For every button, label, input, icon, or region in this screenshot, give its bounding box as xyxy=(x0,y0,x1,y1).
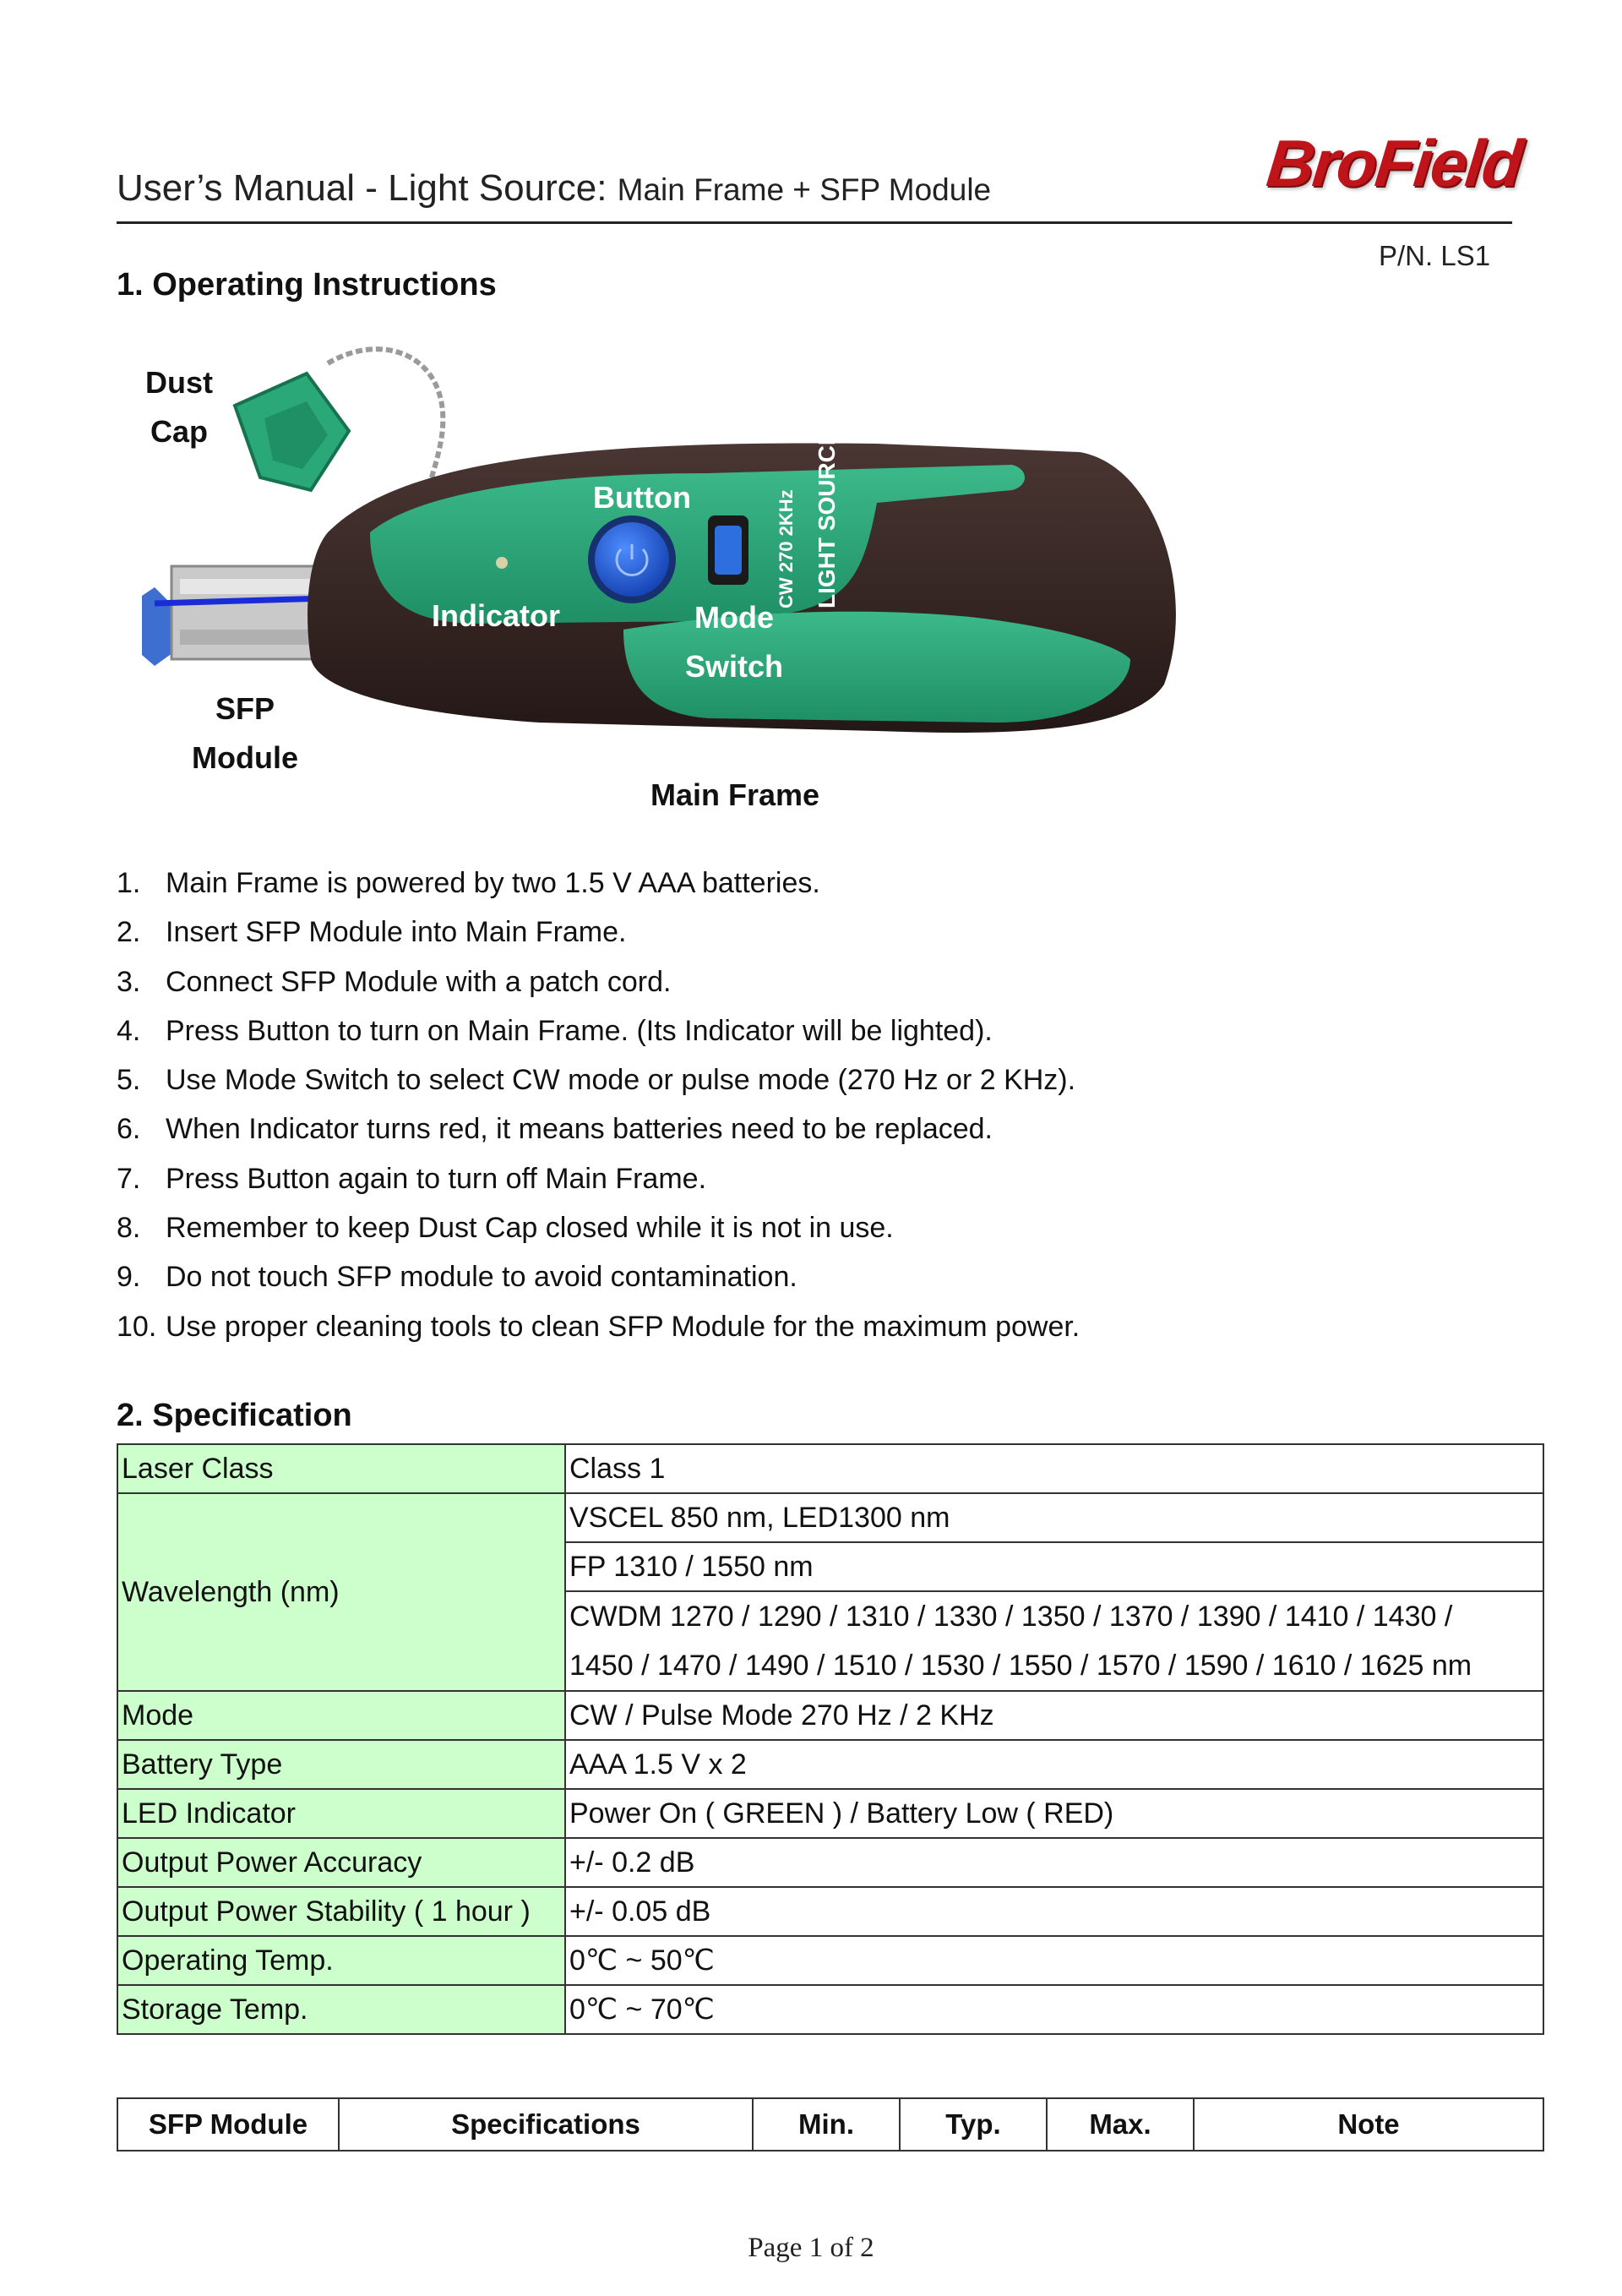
table-row xyxy=(117,1444,1543,1493)
sfp-spec-table xyxy=(117,2097,1544,2151)
list-item: 2. Insert SFP Module into Main Frame. xyxy=(117,916,627,949)
document-title xyxy=(117,167,991,210)
spec-value: Power On ( GREEN ) / Battery Low ( RED) xyxy=(565,1789,1543,1838)
label-sfp-module-line2: Module xyxy=(192,740,298,775)
list-item: 7. Press Button again to turn off Main Frame. xyxy=(117,1162,707,1195)
table-row xyxy=(117,1936,1543,1985)
column-header: Note xyxy=(1194,2098,1543,2151)
label-button: Button xyxy=(593,480,691,515)
label-sfp-module-line1: SFP xyxy=(215,691,275,726)
spec-key: Output Power Accuracy xyxy=(117,1838,565,1887)
label-indicator: Indicator xyxy=(431,598,560,633)
title-sub: Main Frame + SFP Module xyxy=(617,172,992,207)
device-mode-print: CW 270 2KHz xyxy=(776,489,797,608)
spec-value: +/- 0.05 dB xyxy=(565,1887,1543,1936)
column-header: Specifications xyxy=(339,2098,753,2151)
spec-key: Storage Temp. xyxy=(117,1985,565,2034)
column-header: Max. xyxy=(1047,2098,1194,2151)
spec-key: Battery Type xyxy=(117,1740,565,1789)
device-brand-print: LIGHT SOURCE xyxy=(814,429,840,608)
spec-key: Wavelength (nm) xyxy=(117,1493,565,1691)
section-heading-operating: 1. Operating Instructions xyxy=(117,267,497,303)
label-mode-switch-line2: Switch xyxy=(684,649,783,684)
list-item: 9. Do not touch SFP module to avoid contamination. xyxy=(117,1261,797,1294)
column-header: SFP Module xyxy=(117,2098,339,2151)
label-sfp-module xyxy=(169,684,321,783)
spec-value: Class 1 xyxy=(565,1444,1543,1493)
cwdm-line-2: 1450 / 1470 / 1490 / 1510 / 1530 / 1550 / 1570 / 1590 / 1610 / 1625 nm xyxy=(569,1650,1472,1682)
list-item: 10. Use proper cleaning tools to clean SFP Module for the maximum power. xyxy=(117,1310,1080,1343)
label-dust-cap xyxy=(127,358,231,456)
spec-value: FP 1310 / 1550 nm xyxy=(565,1542,1543,1591)
label-main-frame: Main Frame xyxy=(650,777,820,812)
column-header: Min. xyxy=(753,2098,900,2151)
label-dust-cap-line2: Cap xyxy=(150,414,208,449)
list-item: 8. Remember to keep Dust Cap closed while it is not in use. xyxy=(117,1212,894,1245)
spec-value: 0℃ ~ 50℃ xyxy=(565,1936,1543,1985)
label-mode-switch xyxy=(671,593,797,691)
indicator-led xyxy=(496,557,508,569)
spec-value: AAA 1.5 V x 2 xyxy=(565,1740,1543,1789)
cwdm-line-1: CWDM 1270 / 1290 / 1310 / 1330 / 1350 / 1370 / 1390 / 1410 / 1430 / xyxy=(569,1601,1453,1633)
table-row xyxy=(117,1740,1543,1789)
list-item: 4. Press Button to turn on Main Frame. (Its Indicator will be lighted). xyxy=(117,1014,993,1047)
brand-logo: BroField xyxy=(1263,126,1526,200)
spec-key: Laser Class xyxy=(117,1444,565,1493)
table-row xyxy=(117,1493,1543,1542)
spec-value: CW / Pulse Mode 270 Hz / 2 KHz xyxy=(565,1691,1543,1740)
column-header: Typ. xyxy=(900,2098,1047,2151)
spec-table xyxy=(117,1443,1544,2035)
list-item: 1. Main Frame is powered by two 1.5 V AAA batteries. xyxy=(117,867,820,899)
table-row xyxy=(117,1985,1543,2034)
spec-value: 0℃ ~ 70℃ xyxy=(565,1985,1543,2034)
spec-key: LED Indicator xyxy=(117,1789,565,1838)
chain xyxy=(328,349,443,486)
list-item: 3. Connect SFP Module with a patch cord. xyxy=(117,965,672,998)
list-item: 6. When Indicator turns red, it means batteries need to be replaced. xyxy=(117,1113,993,1146)
spec-value: VSCEL 850 nm, LED1300 nm xyxy=(565,1493,1543,1542)
table-row xyxy=(117,1691,1543,1740)
section-heading-specification: 2. Specification xyxy=(117,1398,352,1433)
table-row xyxy=(117,1789,1543,1838)
spec-value: +/- 0.2 dB xyxy=(565,1838,1543,1887)
part-number: P/N. LS1 xyxy=(1379,240,1491,271)
page-number: Page 1 of 2 xyxy=(748,2233,874,2263)
table-row xyxy=(117,1838,1543,1887)
header-divider xyxy=(117,221,1512,224)
table-row xyxy=(117,1887,1543,1936)
instruction-list xyxy=(117,859,1468,1351)
mode-switch-graphic xyxy=(715,526,742,575)
table-header-row xyxy=(117,2098,1543,2151)
dust-cap xyxy=(235,374,349,490)
list-item: 5. Use Mode Switch to select CW mode or pulse mode (270 Hz or 2 KHz). xyxy=(117,1064,1076,1097)
label-dust-cap-line1: Dust xyxy=(145,365,213,400)
title-main: User’s Manual - Light Source: xyxy=(117,167,607,209)
label-mode-switch-line1: Mode xyxy=(694,600,774,635)
spec-key: Mode xyxy=(117,1691,565,1740)
spec-key: Output Power Stability ( 1 hour ) xyxy=(117,1887,565,1936)
spec-key: Operating Temp. xyxy=(117,1936,565,1985)
spec-value-cwdm xyxy=(565,1591,1543,1691)
